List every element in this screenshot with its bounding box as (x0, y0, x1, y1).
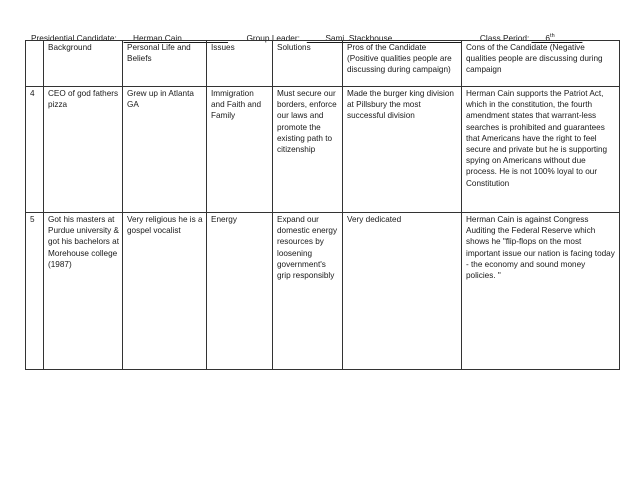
cons-cell: Herman Cain is against Congress Auditing the Federal Reserve which shows he "flip-flops on the most important issue our nation is facing today - the economy and sound money policies. " (462, 213, 620, 370)
solutions-cell: Must secure our borders, enforce our laws and promote the existing path to citizenship (273, 87, 343, 213)
candidate-table (25, 40, 620, 370)
solutions-column-header: Solutions (273, 41, 343, 87)
class-period-value: ___6th______ (531, 33, 583, 43)
group-leader-label: Group Leader: (246, 33, 300, 43)
candidate-value: __Herman Cain__________ (123, 33, 228, 43)
background-cell: CEO of god fathers pizza (44, 87, 123, 213)
pros-column-header: Pros of the Candidate (Positive qualities people are discussing during campaign) (343, 41, 462, 87)
issues-cell: Energy (207, 213, 273, 370)
solutions-cell: Expand our domestic energy resources by loosening government's grip responsibly (273, 213, 343, 370)
pros-cell: Made the burger king division at Pillsbury the most successful division (343, 87, 462, 213)
row-number-cell: 4 (26, 87, 44, 213)
table-row (26, 213, 620, 370)
personal-life-cell: Grew up in Atlanta GA (123, 87, 207, 213)
row-number-cell: 5 (26, 213, 44, 370)
class-period-label: Class Period: (479, 33, 530, 43)
pros-cell: Very dedicated (343, 213, 462, 370)
personal-life-cell: Very religious he is a gospel vocalist (123, 213, 207, 370)
table-row (26, 87, 620, 213)
group-leader-value: ____Sami Stackhouse_______________ (306, 33, 462, 43)
background-cell: Got his masters at Purdue university & got his bachelors at Morehouse college (1987) (44, 213, 123, 370)
issues-column-header: Issues (207, 41, 273, 87)
issues-cell: Immigration and Faith and Family (207, 87, 273, 213)
number-column-header (26, 41, 44, 87)
cons-column-header: Cons of the Candidate (Negative qualities people are discussing during campaign (462, 41, 620, 87)
personal-life-column-header: Personal Life and Beliefs (123, 41, 207, 87)
candidate-label: Presidential Candidate: (31, 33, 117, 43)
table-header-row (26, 41, 620, 87)
cons-cell: Herman Cain supports the Patriot Act, which in the constitution, the fourth amendment states that warrant-less searches is prohibited and guarantees that Americans have the right to feel secure and private but he is supporting spying on Americans without due process. He is not 100% loyal to our Constitution (462, 87, 620, 213)
background-column-header: Background (44, 41, 123, 87)
